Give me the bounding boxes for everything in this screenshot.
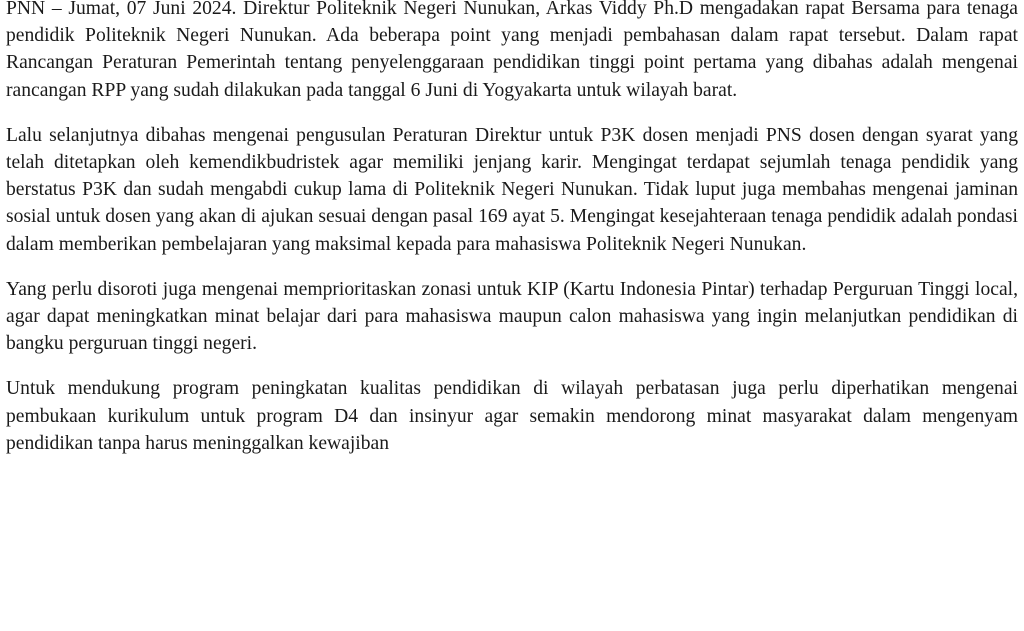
article-paragraph-3: Yang perlu disoroti juga mengenai memprioritaskan zonasi untuk KIP (Kartu Indonesia Pintar) terhadap Perguruan Tinggi local, agar dapat meningkatkan minat belajar dari para mahasiswa maupun calon mahasiswa yang ingin melanjutkan pendidikan di bangku perguruan tinggi negeri. [6,278,1018,355]
article-paragraph-1: PNN – Jumat, 07 Juni 2024. Direktur Politeknik Negeri Nunukan, Arkas Viddy Ph.D mengadakan rapat Bersama para tenaga pendidik Politeknik Negeri Nunukan. Ada beberapa point yang menjadi pembahasan dalam rapat tersebut. Dalam rapat Rancangan Peraturan Pemerintah tentang penyelenggaraan pendidikan tinggi point pertama yang dibahas adalah mengenai rancangan RPP yang sudah dilakukan pada tanggal 6 Juni di Yogyakarta untuk wilayah barat. [6,0,1018,101]
article-paragraph-2: Lalu selanjutnya dibahas mengenai pengusulan Peraturan Direktur untuk P3K dosen menjadi PNS dosen dengan syarat yang telah ditetapkan oleh kemendikbudristek agar memiliki jenjang karir. Mengingat terdapat sejumlah tenaga pendidik yang berstatus P3K dan sudah mengabdi cukup lama di Politeknik Negeri Nunukan. Tidak luput juga membahas mengenai jaminan sosial untuk dosen yang akan di ajukan sesuai dengan pasal 169 ayat 5. Mengingat kesejahteraan tenaga pendidik adalah pondasi dalam memberikan pembelajaran yang maksimal kepada para mahasiswa Politeknik Negeri Nunukan. [6,124,1018,255]
article-body [6,0,1018,475]
article-paragraph-4: Untuk mendukung program peningkatan kualitas pendidikan di wilayah perbatasan juga perlu diperhatikan mengenai pembukaan kurikulum untuk program D4 dan insinyur agar semakin mendorong minat masyarakat dalam mengenyam pendidikan tanpa harus meninggalkan kewajiban [6,378,1018,454]
